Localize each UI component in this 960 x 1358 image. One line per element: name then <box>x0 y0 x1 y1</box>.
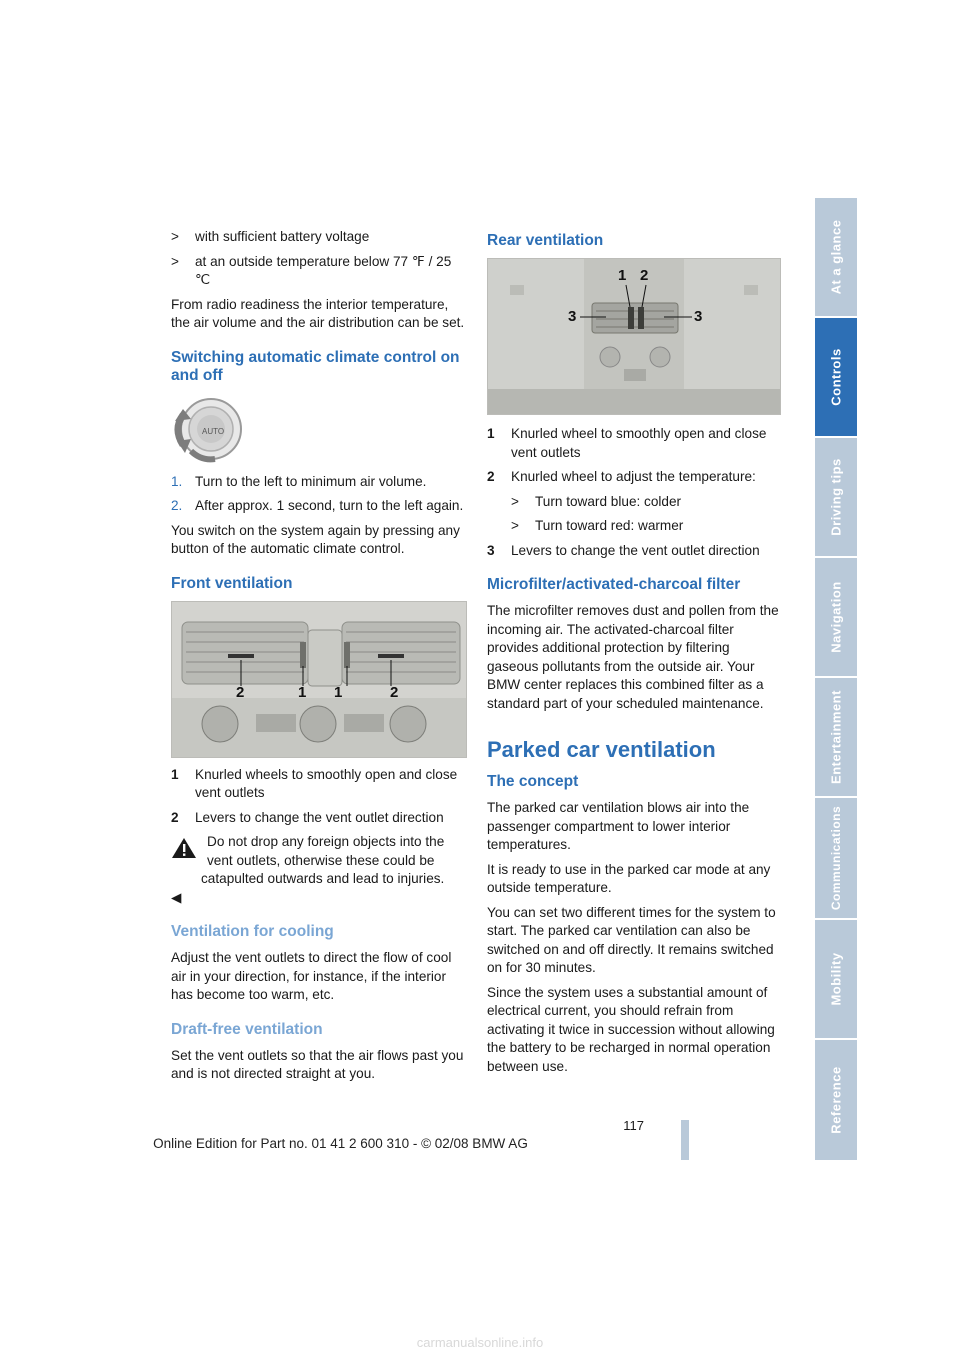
footer-text: Online Edition for Part no. 01 41 2 600 310 - © 02/08 BMW AG <box>153 1136 528 1151</box>
sub-bullet: > Turn toward blue: colder <box>487 493 781 512</box>
end-marker: ◀ <box>171 889 182 905</box>
warning-note: Do not drop any foreign objects into the vent outlets, otherwise these could be catapulted outwards and lead to injuries. ◀ <box>171 834 445 905</box>
switch-note: You switch on the system again by pressing any button of the automatic climate control. <box>171 522 460 556</box>
callout-label: 1 <box>334 683 343 701</box>
knob-label: AUTO <box>202 426 225 436</box>
front-vent-photo <box>171 601 467 758</box>
tab-at-a-glance[interactable]: At a glance <box>815 198 857 318</box>
callout-label: 2 <box>236 683 245 701</box>
bullet-marker: > <box>511 493 519 509</box>
rear-ventilation-heading: Rear ventilation <box>487 232 604 249</box>
tab-mobility[interactable]: Mobility <box>815 920 857 1040</box>
concept-heading: The concept <box>487 773 579 790</box>
tab-driving-tips[interactable]: Driving tips <box>815 438 857 558</box>
front-ventilation-heading: Front ventilation <box>171 574 293 592</box>
callout-label: 3 <box>568 308 577 325</box>
tab-communications[interactable]: Communications <box>815 798 857 920</box>
tab-reference[interactable]: Reference <box>815 1040 857 1162</box>
callout-label: 2 <box>640 267 649 284</box>
legend-item: 1 Knurled wheel to smoothly open and close vent outlets <box>487 426 767 460</box>
bullet-item: > with sufficient battery voltage <box>171 228 465 247</box>
callout-label: 1 <box>298 683 307 701</box>
legend-item: 2 Knurled wheel to adjust the temperature: <box>487 469 756 484</box>
auto-knob-illustration <box>169 393 249 465</box>
concept-paragraph: Since the system uses a substantial amount of electrical current, you should refrain from activating it twice in succession without allowing the battery to be recharged in normal operation between use. <box>487 984 775 1074</box>
cooling-heading: Ventilation for cooling <box>171 923 334 940</box>
left-column <box>171 228 465 1090</box>
filter-text: The microfilter removes dust and pollen from the incoming air. The activated-charcoal filter provides additional protection by filtering gaseous pollutants from the outside air. Your BMW center replaces this combined filter as a standard part of your scheduled maintenance. <box>487 603 779 711</box>
tab-controls[interactable]: Controls <box>815 318 857 438</box>
concept-paragraph: You can set two different times for the system to start. The parked car ventilation can also be switched on and off directly. It remains switched on for 30 minutes. <box>487 904 776 975</box>
bullet-item: > at an outside temperature below 77 ℉ / 25 ℃ <box>171 253 452 287</box>
filter-heading: Microfilter/activated-charcoal filter <box>487 576 741 593</box>
concept-paragraph: The parked car ventilation blows air into the passenger compartment to lower interior temperatures. <box>487 800 750 852</box>
intro-paragraph: From radio readiness the interior temperature, the air volume and the air distribution can be set. <box>171 296 465 330</box>
watermark: carmanualsonline.info <box>416 1335 544 1350</box>
bullet-marker: > <box>511 518 519 533</box>
cooling-text: Adjust the vent outlets to direct the flow of cool air in your direction, for instance, if the interior has become too warm, etc. <box>171 950 452 1002</box>
tab-navigation[interactable]: Navigation <box>815 558 857 678</box>
legend-item: 3 Levers to change the vent outlet direction <box>487 542 760 558</box>
page-marker-bar <box>681 1120 689 1160</box>
chapter-tabs <box>815 198 857 1160</box>
callout-label: 3 <box>694 308 703 325</box>
step-item: 2. After approx. 1 second, turn to the left again. <box>171 498 464 513</box>
legend-item: 2 Levers to change the vent outlet direction <box>171 809 444 825</box>
rear-vent-photo <box>487 258 781 415</box>
concept-paragraph: It is ready to use in the parked car mode at any outside temperature. <box>487 861 771 895</box>
switch-heading: Switching automatic climate control on and off <box>171 348 460 384</box>
sub-bullet: > Turn toward red: warmer <box>487 517 781 536</box>
section-title: Parked car ventilation <box>487 737 716 762</box>
callout-label: 1 <box>618 267 627 284</box>
page-number: 117 <box>623 1118 644 1133</box>
draft-heading: Draft-free ventilation <box>171 1020 323 1038</box>
bullet-marker: > <box>171 229 179 244</box>
tab-entertainment[interactable]: Entertainment <box>815 678 857 798</box>
bullet-marker: > <box>171 253 179 269</box>
warning-icon <box>171 837 197 859</box>
callout-label: 2 <box>390 683 399 701</box>
right-column <box>487 216 781 1082</box>
legend-item: 1 Knurled wheels to smoothly open and close vent outlets <box>171 766 458 800</box>
draft-text: Set the vent outlets so that the air flows past you and is not directed straight at you. <box>171 1047 464 1081</box>
step-item: 1. Turn to the left to minimum air volume. <box>171 473 427 489</box>
